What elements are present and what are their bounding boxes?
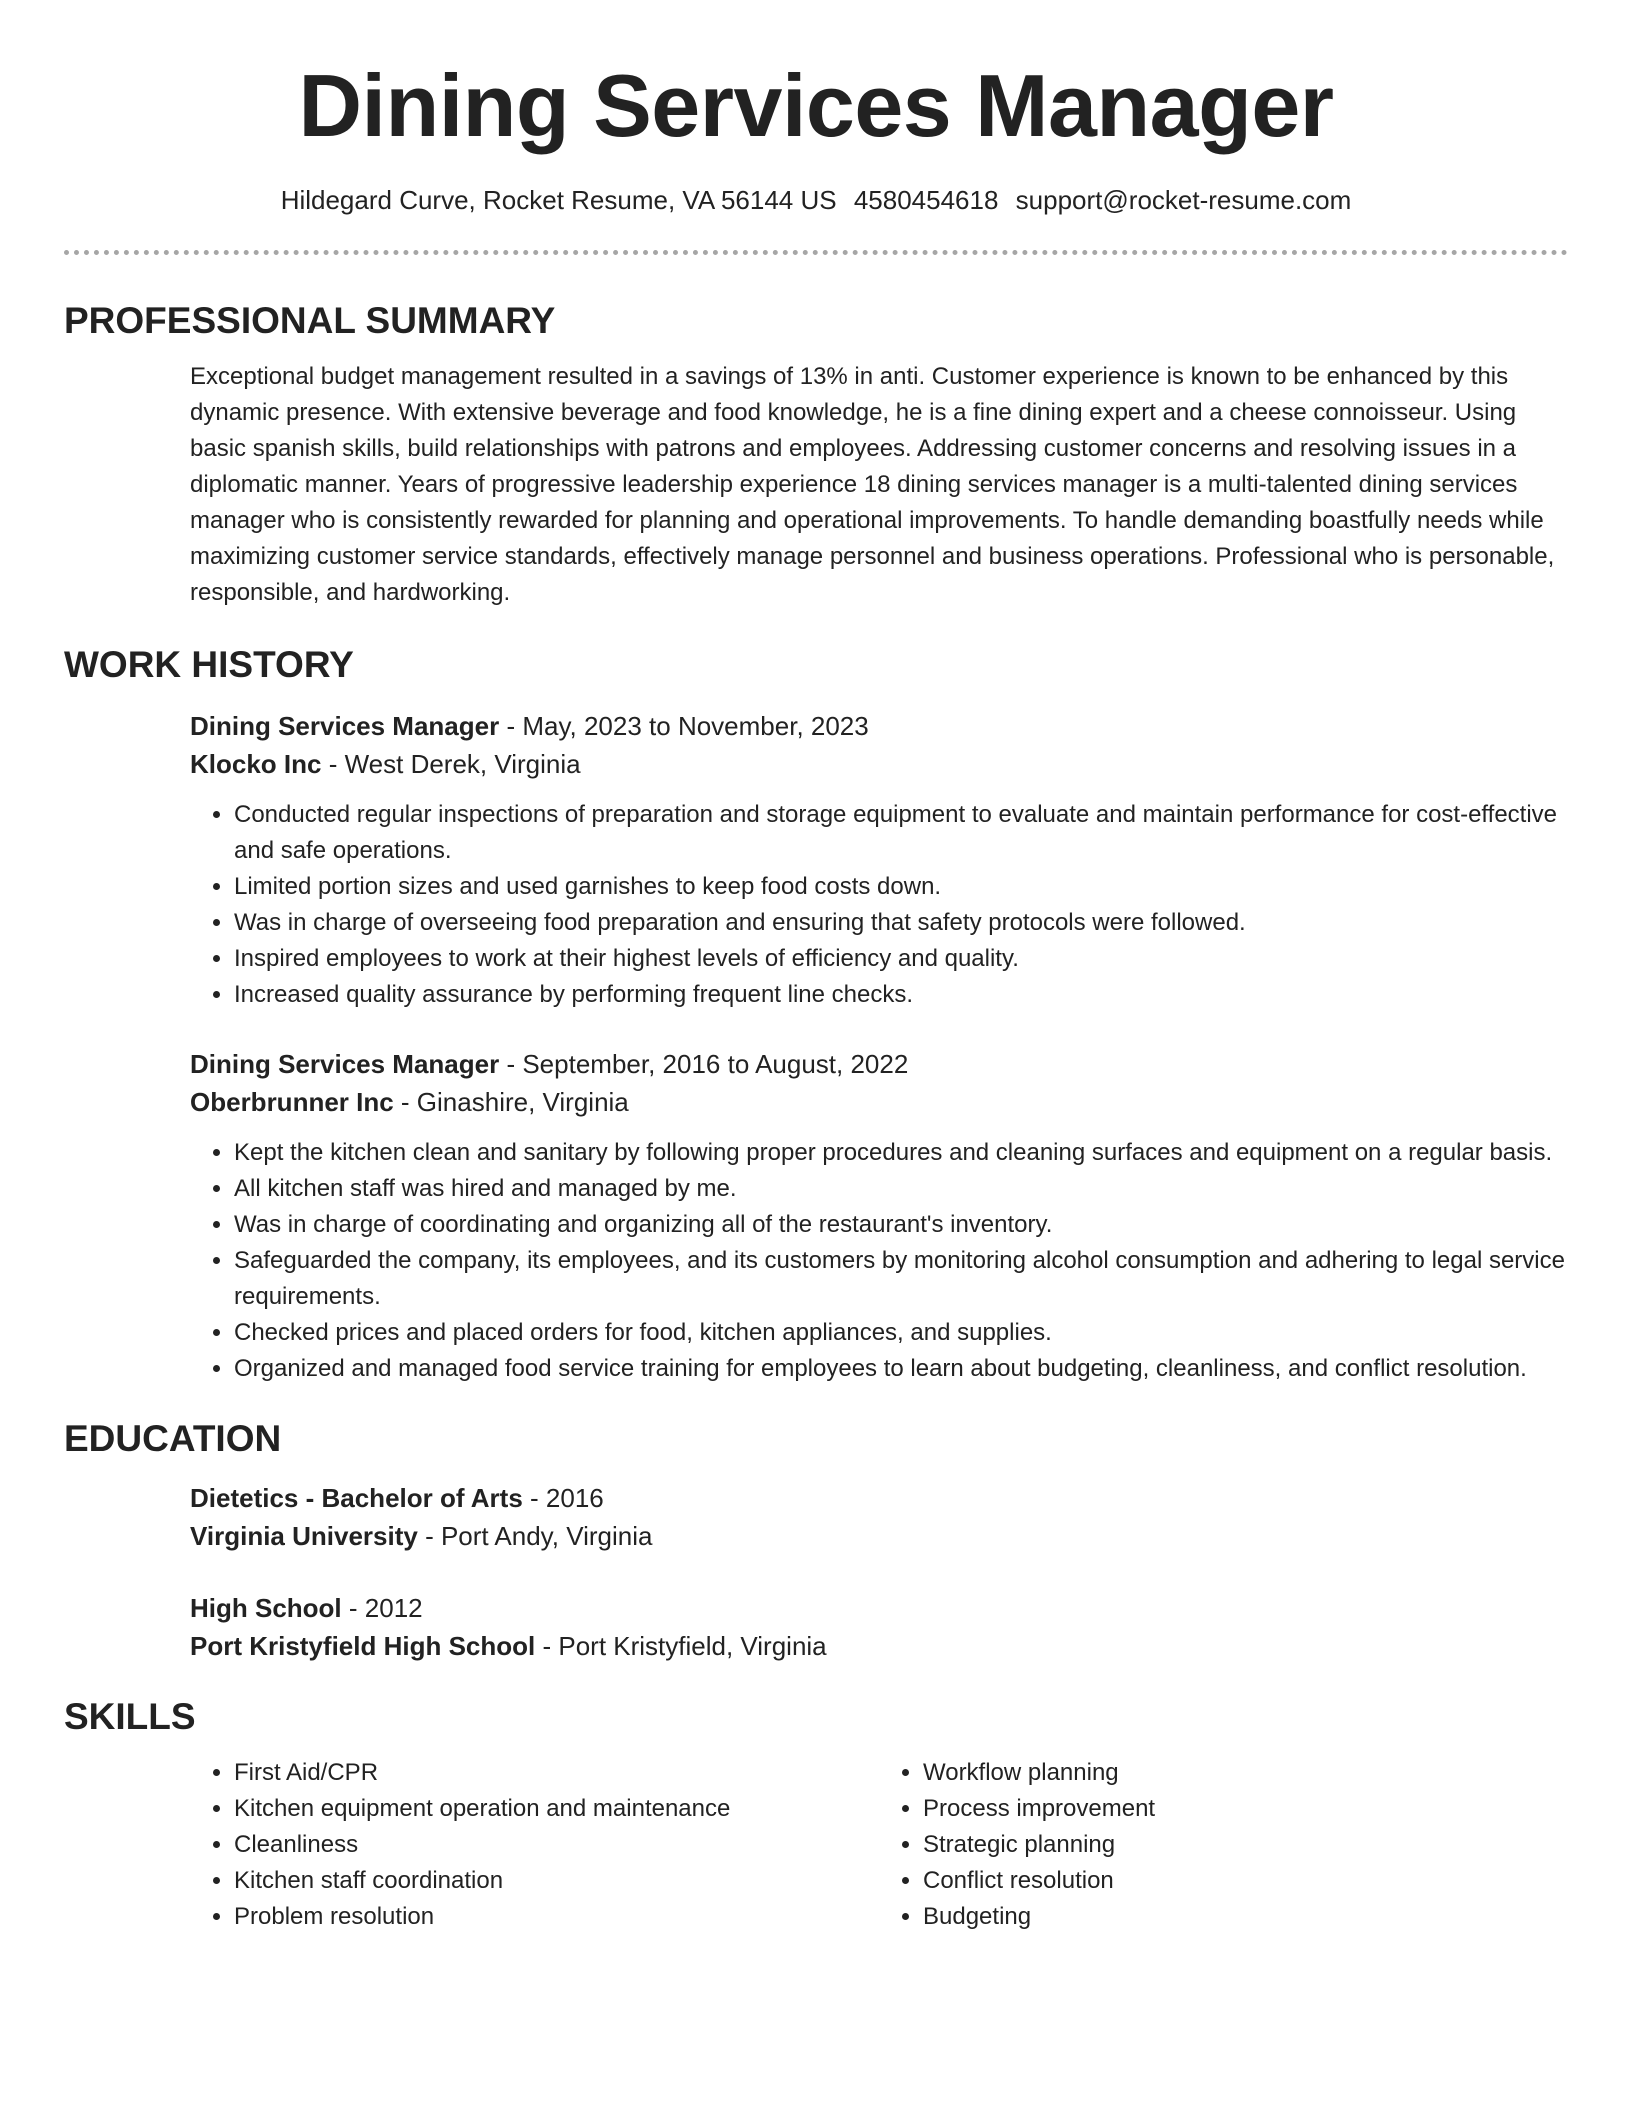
contact-phone: 4580454618	[853, 185, 999, 215]
job-company-line	[190, 1083, 1568, 1121]
summary-text: Exceptional budget management resulted in a savings of 13% in anti. Customer experience is known to be enhanced by this dynamic presence. With extensive beverage and food knowledge, he is a fine dining expert and a cheese connoisseur. Using basic spanish skills, build relationships with patrons and employees. Addressing customer concerns and resolving issues in a diplomatic manner. Years of progressive leadership experience 18 dining services manager is a multi-talented dining services manager who is consistently rewarded for planning and operational improvements. To handle demanding boastfully needs while maximizing customer service standards, effectively manage personnel and business operations. Professional who is personable, responsible, and hardworking.	[190, 363, 1555, 606]
section-title-work: WORK HISTORY	[64, 644, 354, 685]
job-bullets	[190, 797, 1568, 1013]
list-item: • First Aid/CPR	[234, 1755, 879, 1791]
job-company-line	[190, 745, 1568, 783]
job-title-line	[190, 707, 1568, 745]
list-item: • Conducted regular inspections of preparation and storage equipment to evaluate and maintain performance for cost-effective and safe operations.	[234, 797, 1568, 869]
list-item: • All kitchen staff was hired and managed by me.	[234, 1171, 1568, 1207]
education-degree-line	[190, 1479, 1568, 1517]
job-dates: - May, 2023 to November, 2023	[499, 711, 869, 741]
list-item: • Problem resolution	[234, 1899, 879, 1935]
education-degree: Dietetics - Bachelor of Arts	[190, 1483, 523, 1513]
education-year: - 2016	[522, 1483, 604, 1513]
education-school: Virginia University	[190, 1521, 418, 1551]
education-entry	[190, 1479, 1568, 1555]
education-degree-line	[190, 1589, 1568, 1627]
education-year: - 2012	[341, 1593, 423, 1623]
section-title-education: EDUCATION	[64, 1418, 282, 1459]
job-title-line	[190, 1045, 1568, 1083]
section-title-skills: SKILLS	[64, 1696, 196, 1737]
education-location: - Port Andy, Virginia	[417, 1521, 653, 1551]
list-item: • Process improvement	[923, 1791, 1568, 1827]
list-item: • Workflow planning	[923, 1755, 1568, 1791]
list-item: • Kept the kitchen clean and sanitary by following proper procedures and cleaning surfaces and equipment on a regular basis.	[234, 1135, 1568, 1171]
skills-column-right	[879, 1755, 1568, 1935]
job-role: Dining Services Manager	[190, 711, 500, 741]
education-school: Port Kristyfield High School	[190, 1631, 536, 1661]
list-item: • Strategic planning	[923, 1827, 1568, 1863]
list-item: • Inspired employees to work at their highest levels of efficiency and quality.	[234, 941, 1568, 977]
education-degree: High School	[190, 1593, 342, 1623]
job-company: Oberbrunner Inc	[190, 1087, 394, 1117]
education-location: - Port Kristyfield, Virginia	[535, 1631, 827, 1661]
contact-address: Hildegard Curve, Rocket Resume, VA 56144 US	[280, 185, 837, 215]
list-item: • Cleanliness	[234, 1827, 879, 1863]
list-item: • Was in charge of coordinating and organizing all of the restaurant's inventory.	[234, 1207, 1568, 1243]
list-item: • Checked prices and placed orders for food, kitchen appliances, and supplies.	[234, 1315, 1568, 1351]
list-item: • Organized and managed food service training for employees to learn about budgeting, cleanliness, and conflict resolution.	[234, 1351, 1568, 1387]
header-divider	[64, 250, 1568, 255]
job-role: Dining Services Manager	[190, 1049, 500, 1079]
list-item: • Kitchen staff coordination	[234, 1863, 879, 1899]
contact-line	[64, 184, 1568, 216]
job-company: Klocko Inc	[190, 749, 322, 779]
list-item: • Was in charge of overseeing food preparation and ensuring that safety protocols were followed.	[234, 905, 1568, 941]
section-title-summary: PROFESSIONAL SUMMARY	[64, 300, 556, 341]
job-entry	[190, 707, 1568, 1013]
skills-column-left	[190, 1755, 879, 1935]
education-school-line	[190, 1517, 1568, 1555]
job-dates: - September, 2016 to August, 2022	[499, 1049, 909, 1079]
job-bullets	[190, 1135, 1568, 1387]
list-item: • Kitchen equipment operation and maintenance	[234, 1791, 879, 1827]
contact-email: support@rocket-resume.com	[1015, 185, 1352, 215]
list-item: • Limited portion sizes and used garnishes to keep food costs down.	[234, 869, 1568, 905]
job-location: - Ginashire, Virginia	[393, 1087, 629, 1117]
job-location: - West Derek, Virginia	[321, 749, 581, 779]
list-item: • Safeguarded the company, its employees, and its customers by monitoring alcohol consumption and adhering to legal service requirements.	[234, 1243, 1568, 1315]
education-entry	[190, 1589, 1568, 1665]
list-item: • Conflict resolution	[923, 1863, 1568, 1899]
resume-name: Dining Services Manager	[298, 56, 1334, 155]
list-item: • Budgeting	[923, 1899, 1568, 1935]
skills-list	[190, 1755, 1568, 1935]
list-item: • Increased quality assurance by performing frequent line checks.	[234, 977, 1568, 1013]
job-entry	[190, 1045, 1568, 1387]
education-school-line	[190, 1627, 1568, 1665]
